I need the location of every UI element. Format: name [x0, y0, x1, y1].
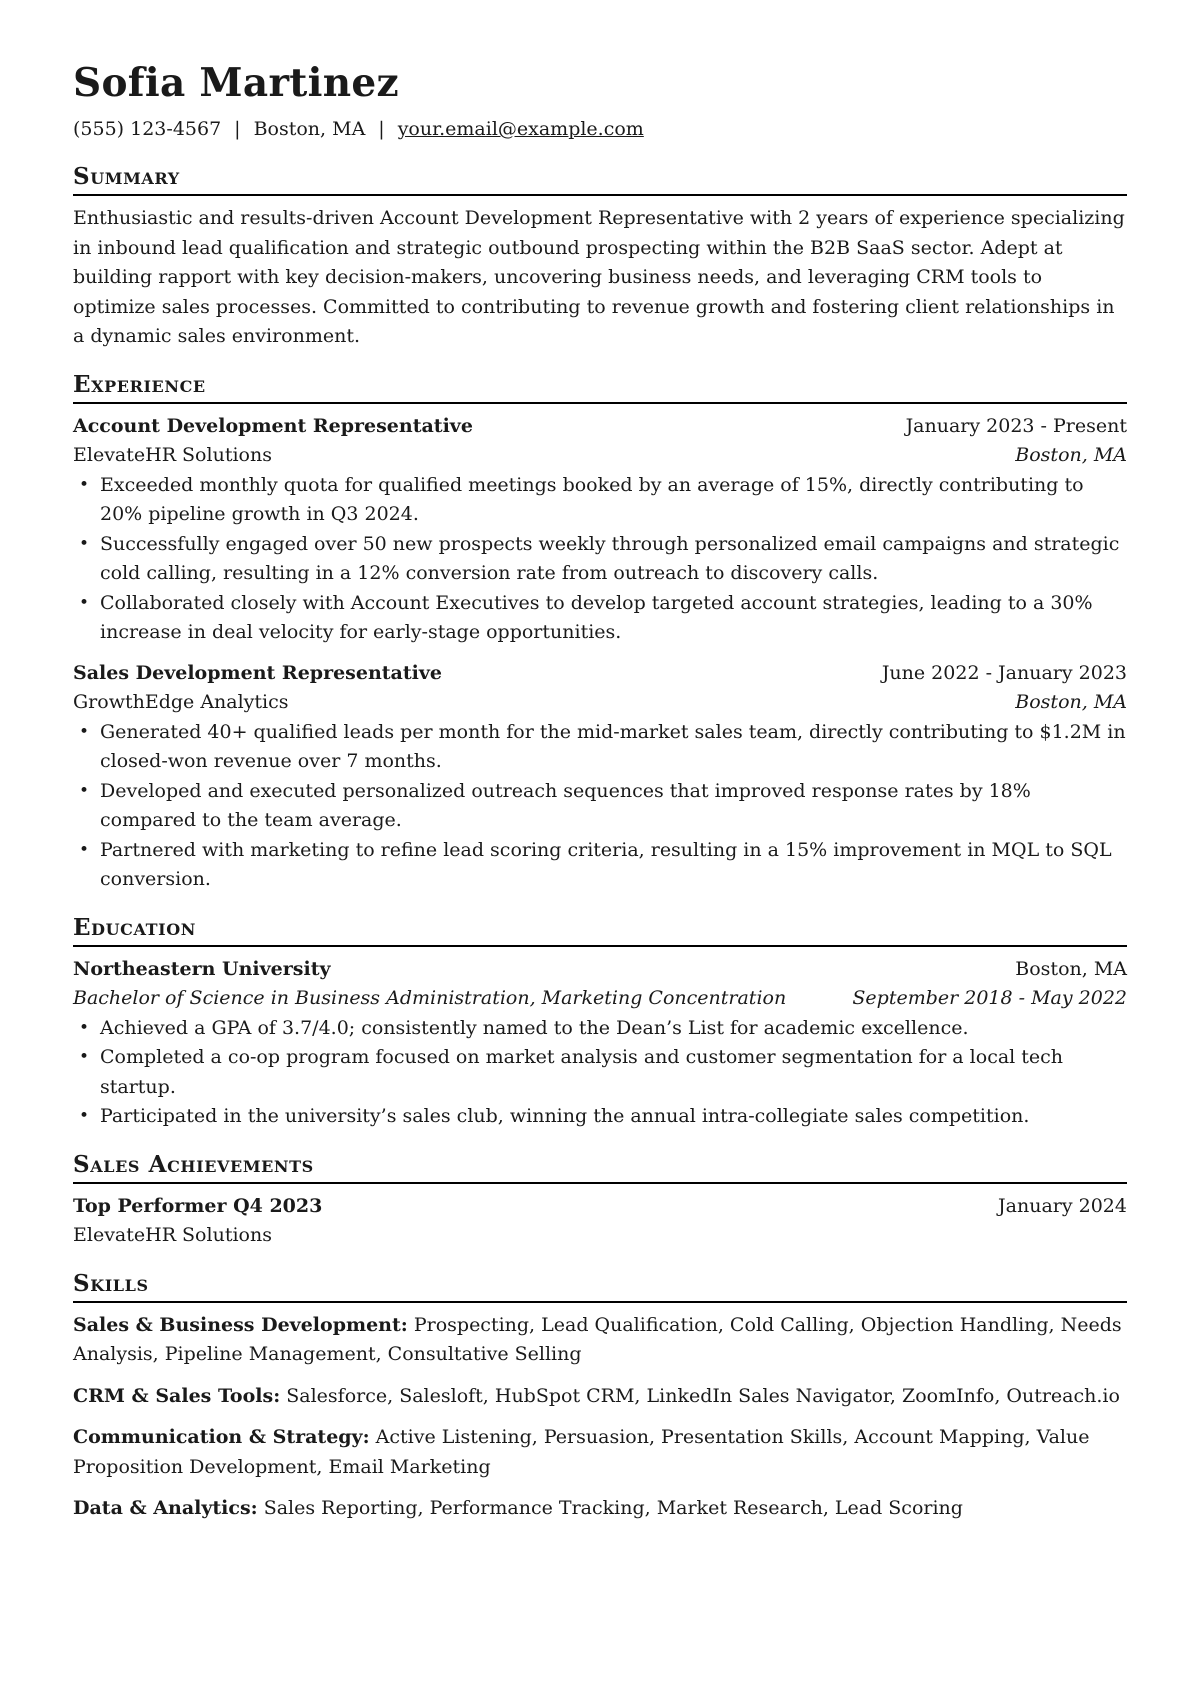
- skill-items: Active Listening, Persuasion, Presentation Skills, Account Mapping, Value Proposition Development, Email Marketing: [73, 1426, 1090, 1478]
- bullet-item: • Achieved a GPA of 3.7/4.0; consistently named to the Dean’s List for academic excellence.: [73, 1014, 1127, 1044]
- section-title-achievements: Sales Achievements: [73, 1150, 1127, 1184]
- summary-section: [73, 162, 1127, 352]
- achievement-header: [73, 1192, 1127, 1222]
- bullet-item: • Developed and executed personalized outreach sequences that improved response rates by 18% compared to the team average.: [73, 777, 1127, 836]
- separator: |: [378, 118, 385, 140]
- award-title: Top Performer Q4 2023: [73, 1194, 323, 1217]
- skill-label: Communication & Strategy:: [73, 1426, 370, 1448]
- skill-group: [73, 1382, 1127, 1412]
- section-title-summary: Summary: [73, 162, 1127, 196]
- section-title-education: Education: [73, 913, 1127, 947]
- skills-section: [73, 1269, 1127, 1524]
- bullet-item: • Completed a co-op program focused on market analysis and customer segmentation for a local tech startup.: [73, 1043, 1127, 1102]
- education-section: [73, 913, 1127, 1132]
- bullet-item: • Generated 40+ qualified leads per month for the mid-market sales team, directly contributing to $1.2M in closed-won revenue over 7 months.: [73, 718, 1127, 777]
- skill-items: Prospecting, Lead Qualification, Cold Calling, Objection Handling, Needs Analysis, Pipeline Management, Consultative Selling: [73, 1313, 1122, 1365]
- award-date: January 2024: [998, 1194, 1127, 1217]
- phone-number: (555) 123-4567: [73, 118, 222, 140]
- job-company: ElevateHR Solutions: [73, 444, 272, 466]
- degree: Bachelor of Science in Business Administration, Marketing Concentration: [73, 987, 787, 1009]
- section-title-skills: Skills: [73, 1269, 1127, 1303]
- school-location: Boston, MA: [1015, 957, 1127, 980]
- skill-items: Salesforce, Salesloft, HubSpot CRM, LinkedIn Sales Navigator, ZoomInfo, Outreach.io: [286, 1384, 1120, 1407]
- achievement-subheader: [73, 1221, 1127, 1251]
- job-role: Account Development Representative: [73, 414, 473, 437]
- achievements-section: [73, 1150, 1127, 1251]
- separator: |: [234, 118, 241, 140]
- skill-label: CRM & Sales Tools:: [73, 1384, 281, 1407]
- job-dates: January 2023 - Present: [905, 414, 1127, 437]
- job-company: GrowthEdge Analytics: [73, 691, 289, 713]
- job-subheader: [73, 688, 1127, 718]
- skill-group: [73, 1311, 1127, 1370]
- job-entry: [73, 412, 1127, 648]
- email-link[interactable]: your.email@example.com: [397, 118, 644, 140]
- contact-line: [73, 116, 1127, 142]
- job-header: [73, 412, 1127, 442]
- location: Boston, MA: [253, 118, 366, 140]
- skill-group: [73, 1423, 1127, 1482]
- candidate-name: Sofia Martinez: [73, 60, 399, 106]
- bullet-item: • Partnered with marketing to refine lead scoring criteria, resulting in a 15% improvement in MQL to SQL conversion.: [73, 836, 1127, 895]
- experience-section: [73, 370, 1127, 895]
- job-role: Sales Development Representative: [73, 661, 442, 684]
- bullet-item: • Exceeded monthly quota for qualified meetings booked by an average of 15%, directly contributing to 20% pipeline growth in Q3 2024.: [73, 471, 1127, 530]
- bullet-item: • Successfully engaged over 50 new prospects weekly through personalized email campaigns and strategic cold calling, resulting in a 12% conversion rate from outreach to discovery calls.: [73, 530, 1127, 589]
- education-header: [73, 955, 1127, 985]
- education-subheader: [73, 984, 1127, 1014]
- job-location: Boston, MA: [1015, 691, 1127, 713]
- job-dates: June 2022 - January 2023: [881, 661, 1127, 684]
- school-name: Northeastern University: [73, 957, 331, 980]
- bullet-item: • Participated in the university’s sales club, winning the annual intra-collegiate sales competition.: [73, 1102, 1127, 1132]
- education-dates: September 2018 - May 2022: [852, 987, 1127, 1009]
- job-entry: [73, 659, 1127, 895]
- job-bullets: [73, 471, 1127, 648]
- achievement-entry: [73, 1192, 1127, 1251]
- job-bullets: [73, 718, 1127, 895]
- summary-text: Enthusiastic and results-driven Account Development Representative with 2 years of experience specializing in inbound lead qualification and strategic outbound prospecting within the B2B SaaS sector. Adept at building rapport with key decision-makers, uncovering business needs, and leveraging CRM tools to optimize sales processes. Committed to contributing to revenue growth and fostering client relationships in a dynamic sales environment.: [73, 207, 1125, 347]
- job-location: Boston, MA: [1015, 444, 1127, 466]
- bullet-item: • Collaborated closely with Account Executives to develop targeted account strategies, leading to a 30% increase in deal velocity for early-stage opportunities.: [73, 589, 1127, 648]
- job-header: [73, 659, 1127, 689]
- education-entry: [73, 955, 1127, 1132]
- job-subheader: [73, 441, 1127, 471]
- education-bullets: [73, 1014, 1127, 1132]
- skill-label: Sales & Business Development:: [73, 1313, 408, 1336]
- award-company: ElevateHR Solutions: [73, 1224, 272, 1246]
- resume-content: [73, 58, 1127, 1524]
- skill-group: [73, 1494, 1127, 1524]
- skill-items: Sales Reporting, Performance Tracking, Market Research, Lead Scoring: [263, 1497, 963, 1519]
- section-title-experience: Experience: [73, 370, 1127, 404]
- skill-label: Data & Analytics:: [73, 1497, 258, 1519]
